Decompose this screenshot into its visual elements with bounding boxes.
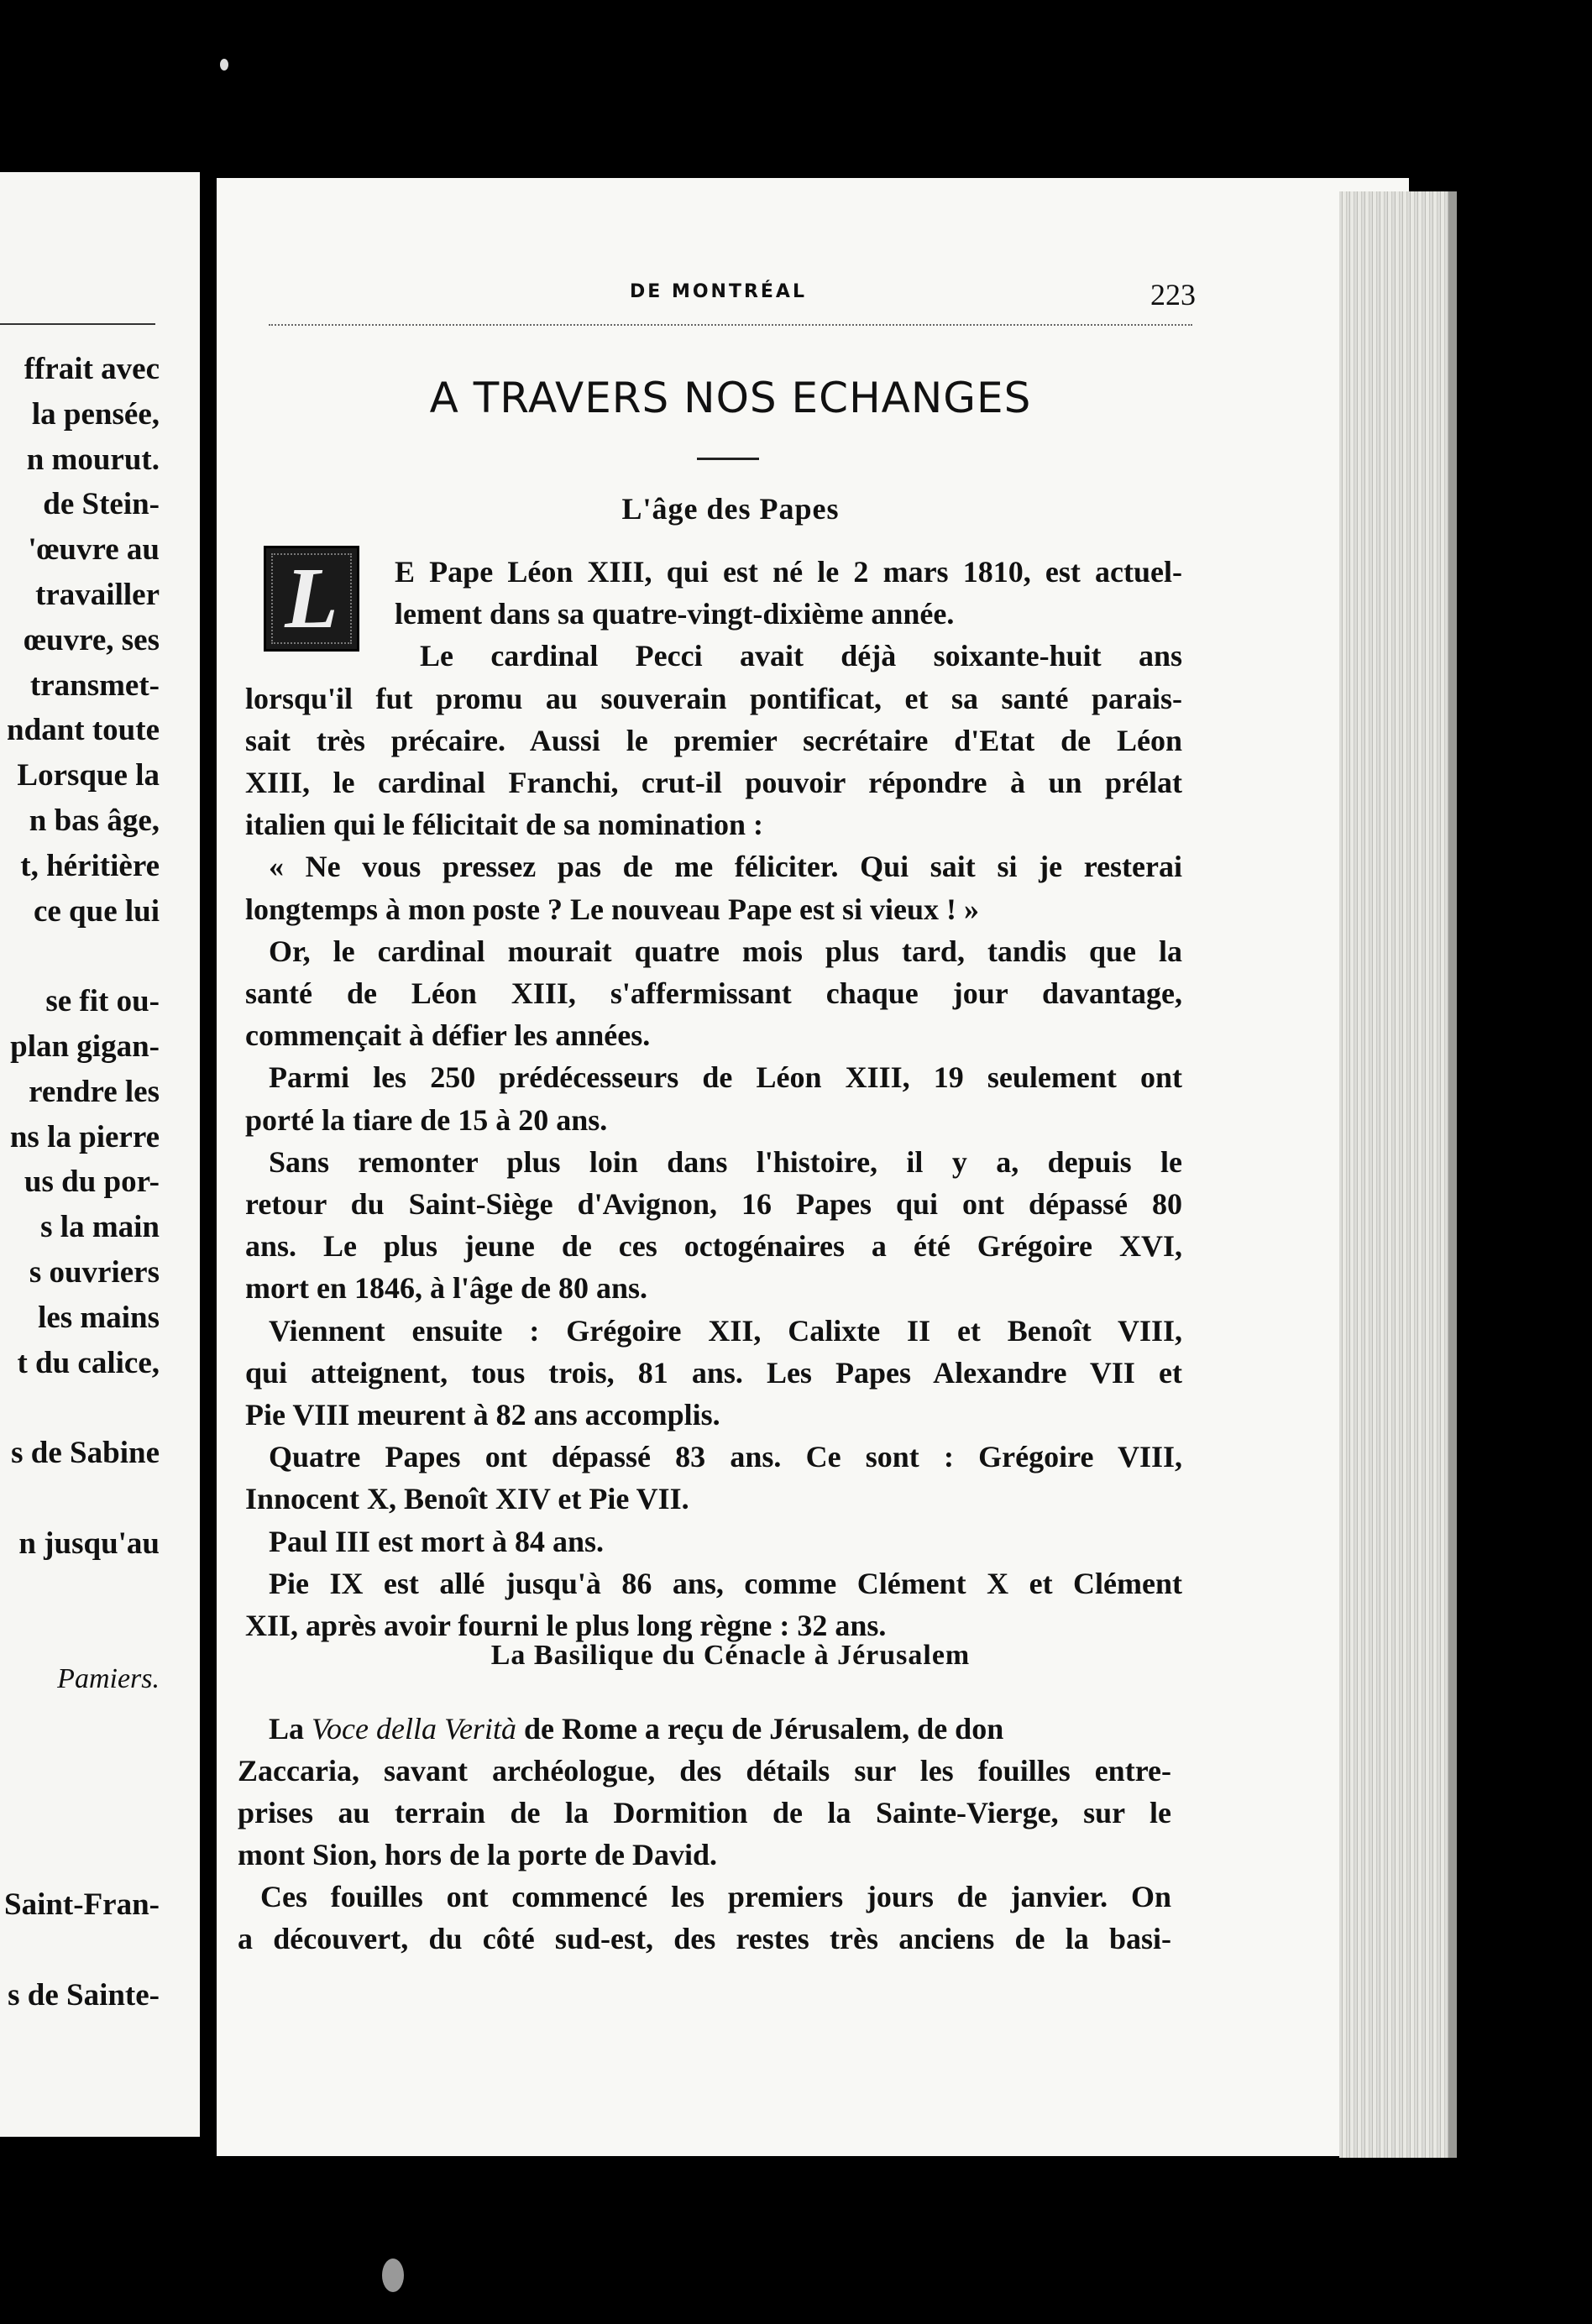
left-text-line (4, 1793, 160, 1838)
left-text-line: la pensée, (31, 396, 160, 432)
section1-line: Pie IX est allé jusqu'à 86 ans, comme Clément X et Clément (269, 1566, 1182, 1600)
left-text-line: œuvre, ses (24, 622, 160, 657)
left-text-line: n jusqu'au (18, 1526, 160, 1561)
left-text-line: t, héritière (20, 848, 160, 883)
section1-line: lorsqu'il fut promu au souverain pontificat, et sa santé parais- (245, 681, 1182, 715)
left-text-line: rendre les (29, 1074, 160, 1109)
section1-line: Innocent X, Benoît XIV et Pie VII. (245, 1482, 689, 1516)
title-rule (697, 458, 759, 460)
section1-line: Parmi les 250 prédécesseurs de Léon XIII, 19 seulement ont (269, 1060, 1182, 1095)
section1-line: E Pape Léon XIII, qui est né le 2 mars 1810, est actuel- (395, 555, 1182, 589)
left-text-line: n bas âge, (29, 803, 160, 838)
left-text-line (4, 1567, 160, 1612)
left-text-line: Saint-Fran- (4, 1887, 160, 1923)
left-page-text (4, 347, 160, 2018)
left-text-line (4, 1928, 160, 1973)
section1-line: porté la tiare de 15 à 20 ans. (245, 1102, 608, 1137)
drop-cap: L (264, 546, 359, 652)
page-number: 223 (1150, 278, 1196, 311)
section1-line: retour du Saint-Siège d'Avignon, 16 Papes qui ont dépassé 80 (245, 1187, 1182, 1221)
left-text-line: de Stein- (43, 487, 160, 522)
header-rule (269, 324, 1192, 326)
left-text-line (4, 1702, 160, 1747)
section1-line: Pie VIII meurent à 82 ans accomplis. (245, 1398, 720, 1432)
film-speck (382, 2259, 404, 2292)
text-span: La (269, 1712, 312, 1746)
section1-line: XII, après avoir fourni le plus long règne : 32 ans. (245, 1609, 887, 1642)
section1-line: qui atteignent, tous trois, 81 ans. Les Papes Alexandre VII et (245, 1355, 1182, 1390)
left-text-line: Pamiers. (57, 1663, 160, 1695)
running-title: DE MONTRÉAL (630, 281, 807, 302)
left-text-line: ns la pierre (9, 1119, 160, 1154)
section2-line: Ces fouilles ont commencé les premiers jours de janvier. On (260, 1880, 1171, 1913)
left-text-line: t du calice, (17, 1345, 160, 1380)
left-text-line: us du por- (24, 1165, 160, 1200)
section1-line: lement dans sa quatre-vingt-dixième année. (395, 597, 955, 631)
left-text-line: ce que lui (33, 893, 160, 929)
section2-line: Zaccaria, savant archéologue, des détails sur les fouilles entre- (238, 1754, 1171, 1787)
left-text-line: ndant toute (7, 713, 160, 748)
section1-line: ans. Le plus jeune de ces octogénaires a été Grégoire XVI, (245, 1229, 1182, 1264)
left-text-line: s de Sabine (11, 1436, 160, 1471)
left-text-line: les mains (38, 1300, 160, 1335)
section-heading-basilique: La Basilique du Cénacle à Jérusalem (490, 1640, 971, 1671)
newspaper-title: Voce della Verità (312, 1712, 516, 1746)
left-text-line: se fit ou- (45, 984, 160, 1019)
section2-line: a découvert, du côté sud-est, des restes très anciens de la basi- (238, 1922, 1171, 1955)
left-text-line (4, 1476, 160, 1521)
article-title: A TRAVERS NOS ECHANGES (429, 374, 1032, 422)
left-page-fragment (0, 172, 200, 2137)
section1-line: Paul III est mort à 84 ans. (269, 1524, 605, 1558)
left-text-line (4, 1747, 160, 1793)
section-heading-age-des-papes: L'âge des Papes (621, 492, 840, 526)
left-text-line: travailler (35, 577, 160, 612)
section1-line: longtemps à mon poste ? Le nouveau Pape est si vieux ! » (245, 892, 980, 926)
left-text-line: 'œuvre au (28, 532, 160, 568)
section1-line: commençait à défier les années. (245, 1018, 651, 1053)
section1-line: « Ne vous pressez pas de me féliciter. Qui sait si je resterai (269, 850, 1182, 884)
section1-line: Sans remonter plus loin dans l'histoire, il y a, depuis le (269, 1144, 1182, 1179)
left-text-line: s la main (40, 1210, 160, 1245)
section1-line: Quatre Papes ont dépassé 83 ans. Ce sont : Grégoire VIII, (269, 1440, 1182, 1474)
section1-line: Le cardinal Pecci avait déjà soixante-huit ans (420, 639, 1182, 673)
page-edges (1339, 191, 1457, 2158)
left-text-line (4, 934, 160, 979)
section1-line: italien qui le félicitait de sa nomination : (245, 808, 763, 842)
text-span: de Rome a reçu de Jérusalem, de don (516, 1712, 1004, 1746)
left-text-line: ffrait avec (24, 352, 160, 386)
left-text-line: s ouvriers (29, 1254, 160, 1290)
section2-line: prises au terrain de la Dormition de la Sainte-Vierge, sur le (238, 1796, 1171, 1829)
left-text-line: Lorsque la (17, 758, 160, 793)
left-text-line: plan gigan- (10, 1029, 160, 1064)
section1-line: santé de Léon XIII, s'affermissant chaque jour davantage, (245, 976, 1182, 1010)
section1-line: Viennent ensuite : Grégoire XII, Calixte II et Benoît VIII, (269, 1313, 1182, 1348)
section1-line: Or, le cardinal mourait quatre mois plus tard, tandis que la (269, 934, 1182, 968)
left-text-line: transmet- (29, 667, 160, 703)
section1-line: XIII, le cardinal Franchi, crut-il pouvoir répondre à un prélat (245, 766, 1182, 799)
film-speck (220, 59, 228, 71)
section1-line: mort en 1846, à l'âge de 80 ans. (245, 1271, 647, 1306)
left-text-line: n mourut. (26, 442, 160, 477)
section2-line: mont Sion, hors de la porte de David. (238, 1838, 718, 1871)
left-text-line (4, 1385, 160, 1431)
left-header-rule (0, 323, 155, 325)
left-text-line (4, 1837, 160, 1882)
left-text-line: s de Sainte- (8, 1977, 160, 2013)
section2-line (269, 1711, 1003, 1746)
section1-line: sait très précaire. Aussi le premier secrétaire d'Etat de Léon (245, 723, 1182, 757)
